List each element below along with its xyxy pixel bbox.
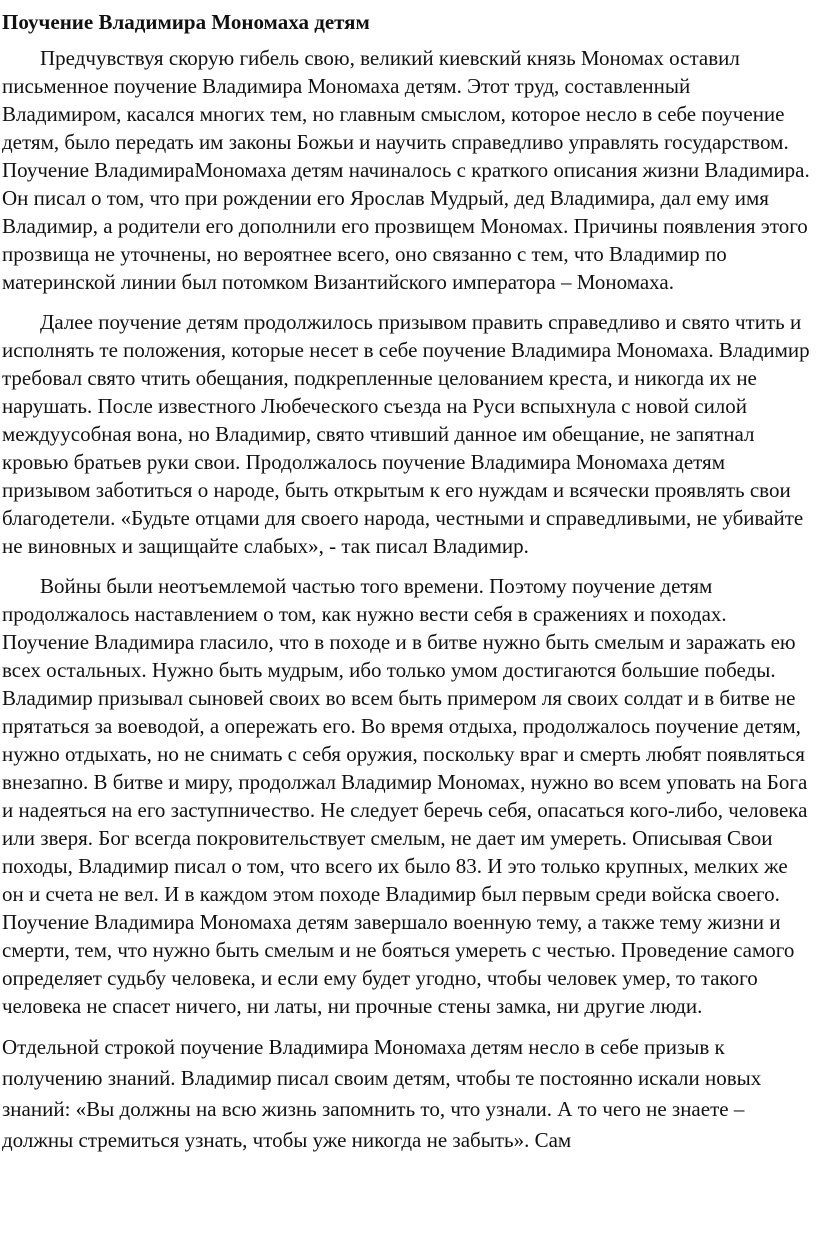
paragraph-4: Отдельной строкой поучение Владимира Мономаха детям несло в себе призыв к получению знаний. Владимир писал своим детям, чтобы те постоянно искали новых знаний: «Вы должны на всю жизнь запомнить то, что узнали. А то чего не знаете – должны стремиться узнать, чтобы уже никогда не забыть». Сам	[2, 1035, 762, 1152]
paragraph-3: Войны были неотъемлемой частью того времени. Поэтому поучение детям продолжалось наставлением о том, как нужно вести себя в сражениях и походах. Поучение Владимира гласило, что в походе и в битве нужно быть смелым и заражать ею всех остальных. Нужно быть мудрым, ибо только умом достигаются большие победы. Владимир призывал сыновей своих во всем быть примером ля своих солдат и в битве не прятаться за воеводой, а опережать его. Во время отдыха, продолжалось поучение детям, нужно отдыхать, но не снимать с себя оружия, поскольку враг и смерть любят появляться внезапно. В битве и миру, продолжал Владимир Мономах, нужно во всем уповать на Бога и надеяться на его заступничество. Не следует беречь себя, опасаться кого-либо, человека или зверя. Бог всегда покровительствует смелым, не дает им умереть. Описывая Свои походы, Владимир писал о том, что всего их было 83. И это только крупных, мелких же он и счета не вел. И в каждом этом походе Владимир был первым среди войска своего. Поучение Владимира Мономаха детям завершало военную тему, а также тему жизни и смерти, тем, что нужно быть смелым и не бояться умереть с честью. Проведение самого определяет судьбу человека, и если ему будет угодно, чтобы человек умер, то такого человека не спасет ничего, ни латы, ни прочные стены замка, ни другие люди.	[2, 574, 808, 1018]
document-title: Поучение Владимира Мономаха детям	[2, 10, 370, 34]
paragraph-2: Далее поучение детям продолжилось призывом править справедливо и свято чтить и исполнять те положения, которые несет в себе поучение Владимира Мономаха. Владимир требовал свято чтить обещания, подкрепленные целованием креста, и никогда их не нарушать. После известного Любеческого съезда на Руси вспыхнула с новой силой междуусобная вона, но Владимир, свято чтивший данное им обещание, не запятнал кровью братьев руки свои. Продолжалось поучение Владимира Мономаха детям призывом заботиться о народе, быть открытым к его нуждам и всячески проявлять свои благодетели. «Будьте отцами для своего народа, честными и справедливыми, не убивайте не виновных и защищайте слабых», - так писал Владимир.	[2, 310, 810, 558]
paragraph-1: Предчувствуя скорую гибель свою, великий киевский князь Мономах оставил письменное поучение Владимира Мономаха детям. Этот труд, составленный Владимиром, касался многих тем, но главным смыслом, которое несло в себе поучение детям, было передать им законы Божьи и научить справедливо управлять государством. Поучение ВладимираМономаха детям начиналось с краткого описания жизни Владимира. Он писал о том, что при рождении его Ярослав Мудрый, дед Владимира, дал ему имя Владимир, а родители его дополнили его прозвищем Мономах. Причины появления этого прозвища не уточнены, но вероятнее всего, оно связанно с тем, что Владимир по материнской линии был потомком Византийского императора – Мономаха.	[2, 46, 810, 294]
document-page	[0, 8, 812, 1168]
